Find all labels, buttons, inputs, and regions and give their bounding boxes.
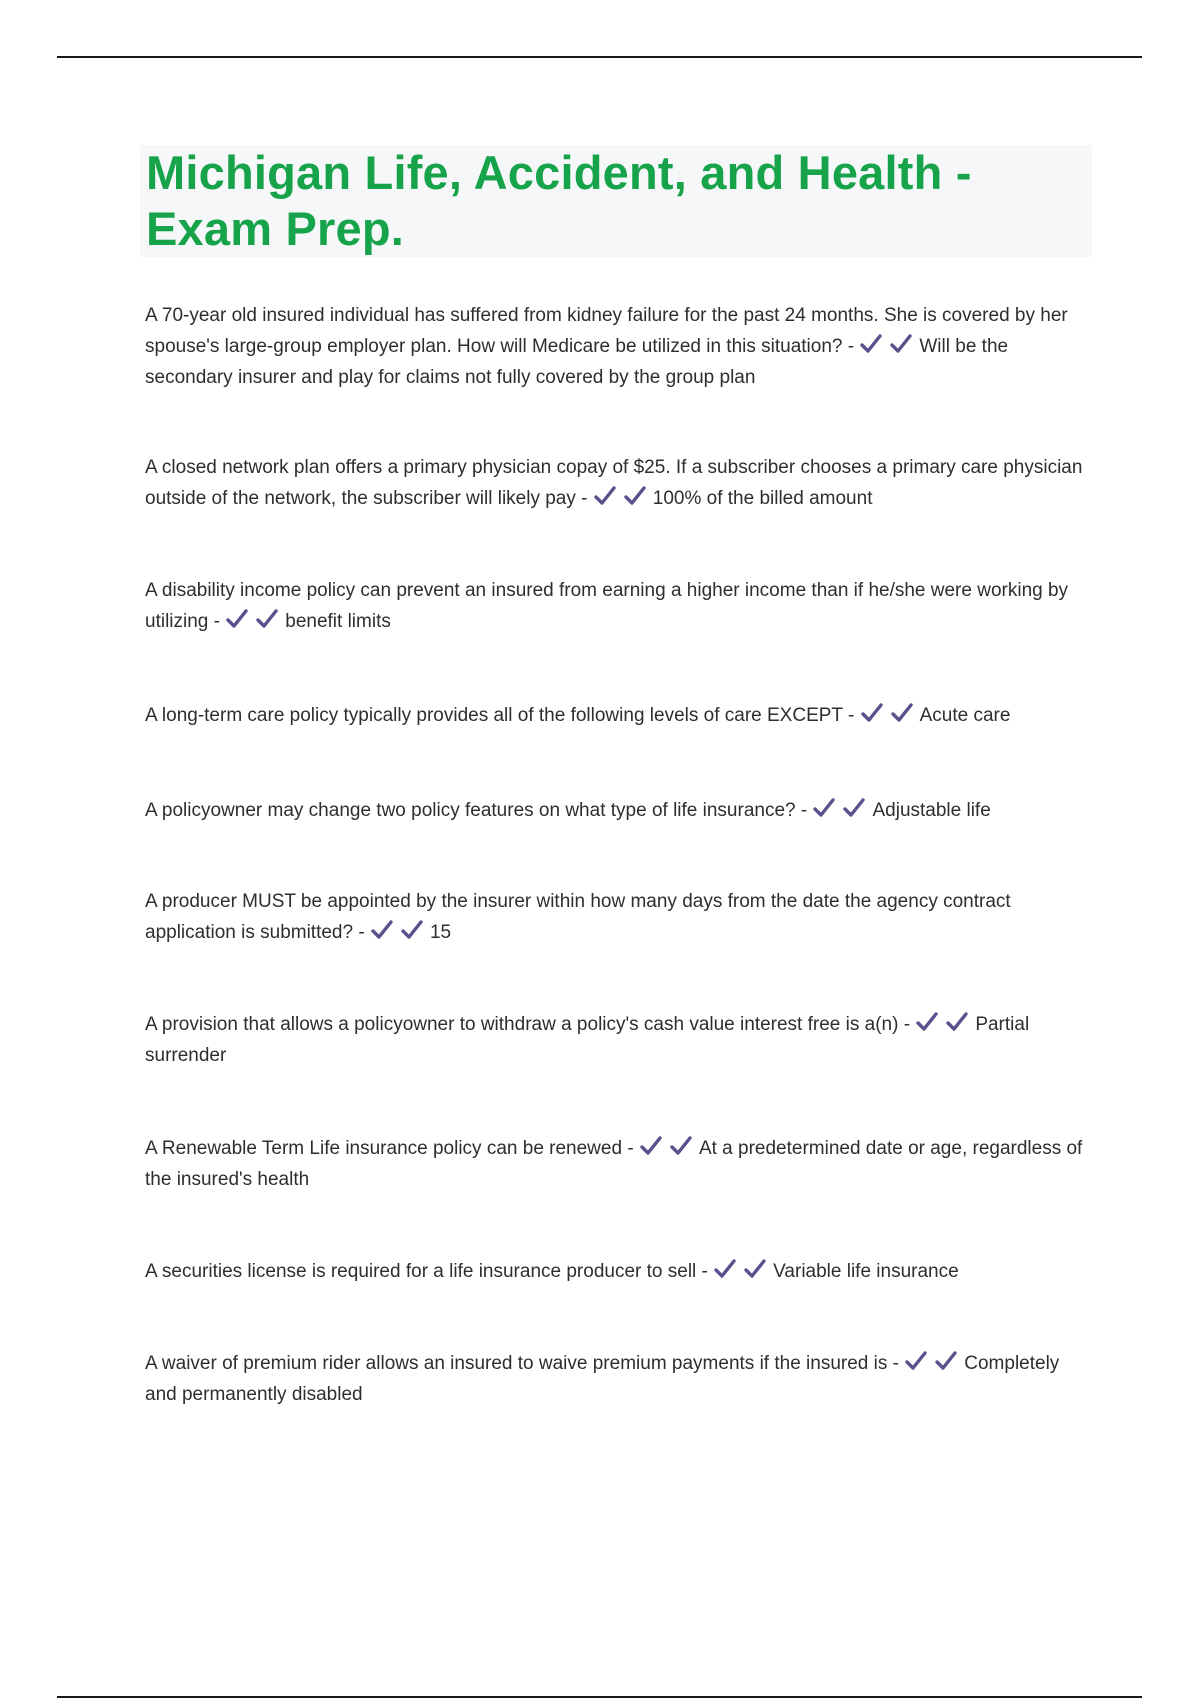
qa-item — [145, 575, 1085, 637]
question-text: A long-term care policy typically provides all of the following levels of care EXCEPT - — [145, 705, 855, 726]
checkmark-icon — [743, 1258, 767, 1280]
bottom-divider — [57, 1696, 1142, 1698]
answer-text: 15 — [429, 922, 452, 943]
checkmark-icon — [934, 1350, 958, 1372]
answer-text: Variable life insurance — [773, 1261, 959, 1282]
answer-text: benefit limits — [285, 611, 391, 632]
answer-text: Acute care — [919, 705, 1011, 726]
answer-text: At a predetermined date or age, regardless of the insured's health — [145, 1138, 1083, 1190]
question-text: A securities license is required for a life insurance producer to sell - — [145, 1261, 708, 1282]
question-text: A policyowner may change two policy features on what type of life insurance? - — [145, 800, 808, 821]
checkmark-icon — [623, 485, 647, 507]
answer-text: Will be the secondary insurer and play for claims not fully covered by the group plan — [145, 336, 1009, 388]
answer-text: Completely and permanently disabled — [145, 1353, 1060, 1405]
top-divider — [57, 56, 1142, 58]
question-text: A disability income policy can prevent an insured from earning a higher income than if he/she were working by utilizing - — [145, 580, 1069, 632]
checkmark-icon — [812, 797, 836, 819]
question-text: A closed network plan offers a primary physician copay of $25. If a subscriber chooses a primary care physician outside of the network, the subscriber will likely pay - — [145, 457, 1083, 509]
answer-text: 100% of the billed amount — [652, 488, 873, 509]
checkmark-icon — [639, 1135, 663, 1157]
checkmark-icon — [945, 1011, 969, 1033]
question-text: A producer MUST be appointed by the insurer within how many days from the date the agency contract application is submitted? - — [145, 891, 1011, 943]
question-text: A provision that allows a policyowner to withdraw a policy's cash value interest free is a(n) - — [145, 1014, 911, 1035]
qa-item — [145, 700, 1085, 731]
checkmark-icon — [860, 702, 884, 724]
checkmark-icon — [225, 608, 249, 630]
answer-text: Partial surrender — [145, 1014, 1030, 1066]
qa-item — [145, 300, 1085, 393]
checkmark-icon — [370, 919, 394, 941]
qa-item — [145, 452, 1085, 514]
qa-item — [145, 1133, 1085, 1195]
checkmark-icon — [859, 333, 883, 355]
answer-text: Adjustable life — [872, 800, 991, 821]
checkmark-icon — [713, 1258, 737, 1280]
checkmark-icon — [400, 919, 424, 941]
qa-item — [145, 795, 1085, 826]
title-banner — [140, 145, 1092, 257]
qa-item — [145, 1256, 1085, 1287]
page-title: Michigan Life, Accident, and Health - Exam Prep. — [146, 146, 972, 255]
qa-item — [145, 886, 1085, 948]
question-text: A 70-year old insured individual has suffered from kidney failure for the past 24 months. She is covered by her spouse's large-group employer plan. How will Medicare be utilized in this situation? - — [145, 305, 1068, 357]
checkmark-icon — [842, 797, 866, 819]
qa-item — [145, 1009, 1085, 1071]
checkmark-icon — [889, 333, 913, 355]
checkmark-icon — [255, 608, 279, 630]
question-text: A Renewable Term Life insurance policy can be renewed - — [145, 1138, 634, 1159]
checkmark-icon — [890, 702, 914, 724]
checkmark-icon — [904, 1350, 928, 1372]
checkmark-icon — [593, 485, 617, 507]
qa-item — [145, 1348, 1085, 1410]
question-text: A waiver of premium rider allows an insured to waive premium payments if the insured is - — [145, 1353, 899, 1374]
checkmark-icon — [915, 1011, 939, 1033]
checkmark-icon — [669, 1135, 693, 1157]
